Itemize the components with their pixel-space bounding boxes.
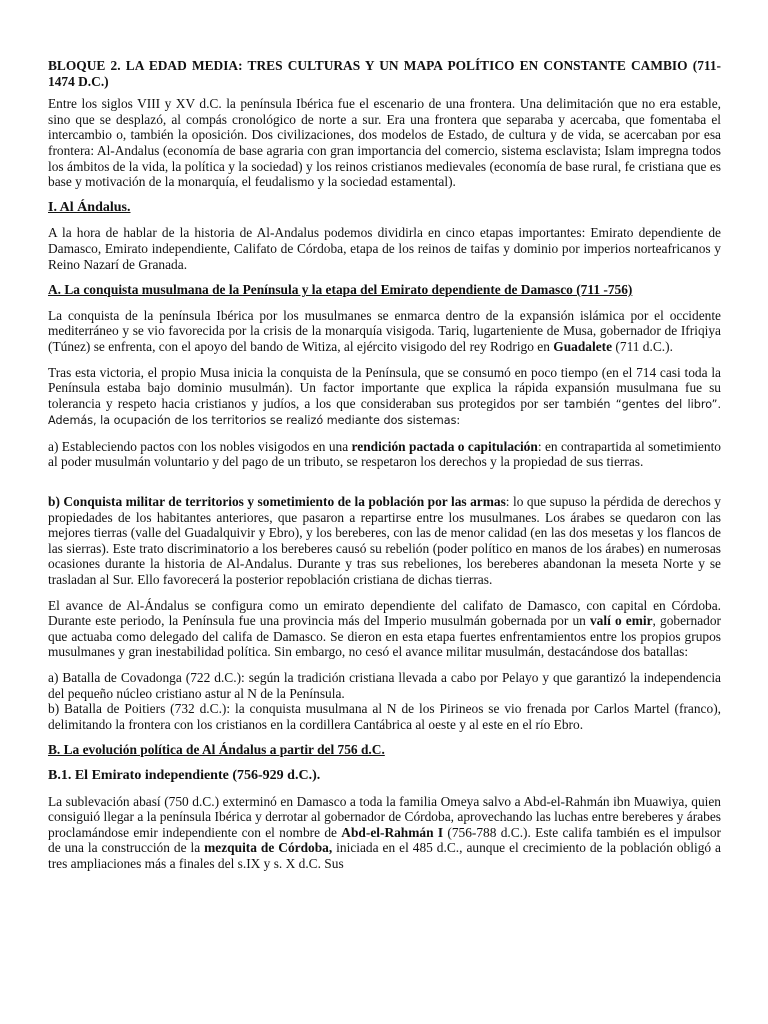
- bold-run-vali-emir: valí o emir: [589, 613, 653, 629]
- text-run: El avance de Al-Ándalus se configura como un emirato dependiente del califato de Damasco, con capital en Córdoba. Durante este periodo, la Península fue una provincia más del Imperio musulmán gobernada por un: [48, 597, 721, 629]
- text-run: (711 d.C.).: [612, 338, 673, 354]
- intro-paragraph: Entre los siglos VIII y XV d.C. la península Ibérica fue el escenario de una frontera. Una delimitación que no era estable, sino que se desplazó, al compás cronológico de norte a sur. Era una frontera que separaba y acercaba, que fomentaba el intercambio o, también la oposición. Dos civilizaciones, dos modelos de Estado, de cultura y de vida, se acercaban por esa frontera: Al-Andalus (economía de base agraria con gran importancia del comercio, sistema esclavista; Islam impregna todos los ámbitos de la vida, la política y la sociedad) y los reinos cristianos medievales (economía de base rural, fe cristiana que es base y motivación de la monarquía, el feudalismo y la sociedad estamental).: [48, 96, 721, 190]
- pactos-paragraph: [48, 439, 721, 470]
- bold-run-rendicion: rendición pactada o capitulación: [351, 438, 538, 454]
- emirato-paragraph: [48, 598, 721, 660]
- bold-run-abd-el-rahman: Abd-el-Rahmán I: [341, 824, 444, 840]
- document-title: BLOQUE 2. LA EDAD MEDIA: TRES CULTURAS Y UN MAPA POLÍTICO EN CONSTANTE CAMBIO (711-1474 D.C.): [48, 58, 721, 89]
- bold-run-conquista-militar: b) Conquista militar de territorios y sometimiento de la población por las armas: [48, 494, 506, 510]
- text-run: La sublevación abasí (750 d.C.) exterminó en Damasco a toda la familia Omeya salvo a Abd-el-Rahmán ibn Muawiya, quien consiguió llegar a la península Ibérica y derrotar al gobernador de Córdoba, aprovechando las luchas entre bereberes y árabes proclamándose emir independiente con el nombre de: [48, 793, 721, 840]
- text-run: (756-788 d.C.). Este califa también es el impulsor de una la construcción de la: [48, 824, 721, 856]
- text-run: : lo que supuso la pérdida de derechos y propiedades de los habitantes anteriores, que pasaron a repartirse entre los musulmanes. Los árabes se quedaron con las mejores tierras (valle del Guadalquivir y Ebro), y los bereberes, con las de menor calidad (en las dos mesetas y los flancos de las sierras). Este trato discriminatorio a los bereberes causó su rebelión (poder político en manos de los árabes) en numerosas ocasiones durante la historia de Al-Andalus. Durante y tras sus rebeliones, los bereberes abandonan la meseta Norte y se trasladan al Sur. Ello favorecerá la posterior repoblación cristiana de dichas tierras.: [48, 494, 721, 588]
- emirato-independiente-paragraph: [48, 794, 721, 872]
- text-run: , gobernador que actuaba como delegado del califa de Damasco. Se dieron en esta etapa fuertes enfrentamientos entre los propios grupos musulmanes y gran inestabilidad política. Sin embargo, no cesó el avance militar musulmán, destacándose dos batallas:: [48, 613, 721, 660]
- bold-run-mezquita: mezquita de Córdoba,: [204, 840, 333, 856]
- text-run: : en contrapartida al sometimiento al poder musulmán voluntario y del pago de un tributo, se respetaron los derechos y la propiedad de sus tierras.: [48, 438, 721, 470]
- al-andalus-paragraph: A la hora de hablar de la historia de Al-Andalus podemos dividirla en cinco etapas importantes: Emirato dependiente de Damasco, Emirato independiente, Califato de Córdoba, etapa de los reinos de taifas y dominio por imperios norteafricanos y Reino Nazarí de Granada.: [48, 225, 721, 272]
- bold-run-guadalete: Guadalete: [553, 338, 613, 354]
- document-page: [48, 58, 721, 872]
- section-heading-evolucion: B. La evolución política de Al Ándalus a partir del 756 d.C.: [48, 742, 385, 758]
- expansion-paragraph: [48, 365, 721, 429]
- conquista-paragraph: [48, 308, 721, 355]
- text-run: Tras esta victoria, el propio Musa inicia la conquista de la Península, que se consumó en poco tiempo (en el 714 casi toda la Península estaba bajo dominio musulmán). Un factor importante que explica la rápida expansión musulmana fue su tolerancia y respeto hacia cristianos y judíos, a los que consideraban sus protegidos por ser: [48, 364, 721, 411]
- section-heading-text: I. Al Ándalus.: [48, 199, 131, 215]
- text-run: La conquista de la península Ibérica por los musulmanes se enmarca dentro de la expansión islámica por el occidente mediterráneo y se vio favorecida por la crisis de la monarquía visigoda. Tariq, lugarteniente de Musa, gobernador de Ifriqiya (Túnez) se enfrenta, con el apoyo del bando de Witiza, al ejército visigodo del rey Rodrigo en: [48, 307, 721, 354]
- section-heading-conquista: A. La conquista musulmana de la Península y la etapa del Emirato dependiente de Damasco (711 -756): [48, 282, 633, 298]
- text-run-sans: también “gentes del libro”. Además, la ocupación de los territorios se realizó mediante dos sistemas:: [48, 397, 721, 428]
- subsection-heading-emirato: B.1. El Emirato independiente (756-929 d.C.).: [48, 767, 321, 783]
- text-run: a) Estableciendo pactos con los nobles visigodos en una: [48, 438, 352, 454]
- text-run: iniciada en el 485 d.C., aunque el crecimiento de la población obligó a tres ampliaciones más a finales del s.IX y s. X d.C. Sus: [48, 840, 721, 871]
- battle-poitiers: b) Batalla de Poitiers (732 d.C.): la conquista musulmana al N de los Pirineos se vio frenada por Carlos Martel (franco), delimitando la frontera con los cristianos en la cordillera Cantábrica al oeste y al este en el río Ebro.: [48, 701, 721, 732]
- battle-covadonga: a) Batalla de Covadonga (722 d.C.): según la tradición cristiana llevada a cabo por Pelayo y que garantizó la independencia del pequeño núcleo cristiano astur al N de la Península.: [48, 670, 721, 701]
- section-heading-al-andalus: [48, 200, 721, 216]
- conquista-militar-paragraph: [48, 494, 721, 588]
